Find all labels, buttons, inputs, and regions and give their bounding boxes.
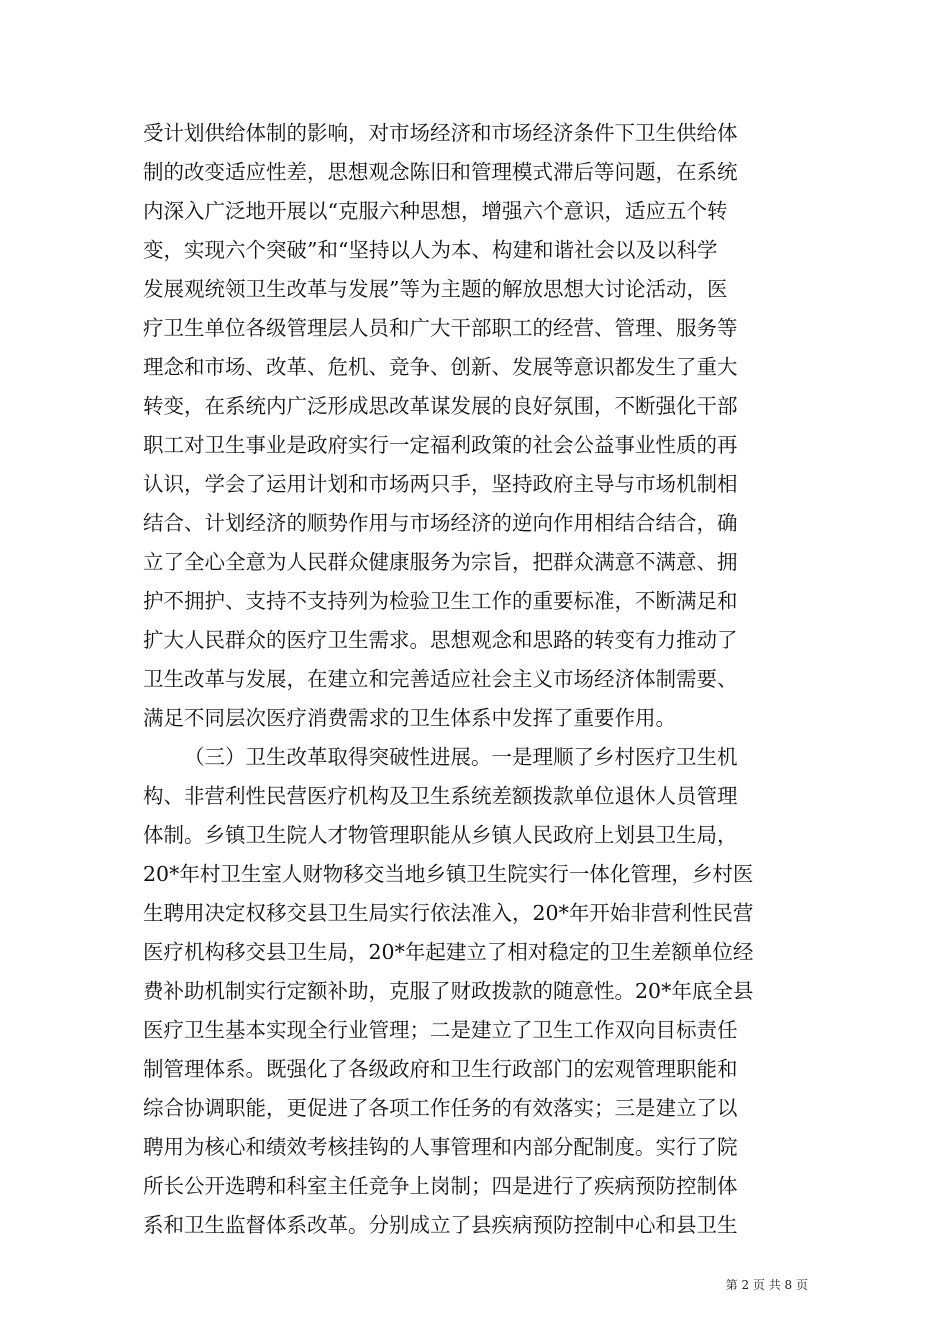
text-line: 系和卫生监督体系改革。分别成立了县疾病预防控制中心和县卫生 (143, 1213, 738, 1237)
text-line: 制的改变适应性差，思想观念陈旧和管理模式滞后等问题，在系统 (143, 160, 738, 184)
text-line: 满足不同层次医疗消费需求的卫生体系中发挥了重要作用。 (143, 706, 676, 730)
text-line: 护不拥护、支持不支持列为检验卫生工作的重要标准，不断满足和 (143, 589, 738, 613)
text-line: 职工对卫生事业是政府实行一定福利政策的社会公益事业性质的再 (143, 433, 738, 457)
body-text (143, 114, 809, 1245)
text-line: 认识，学会了运用计划和市场两只手，坚持政府主导与市场机制相 (143, 472, 738, 496)
text-line: 体制。乡镇卫生院人才物管理职能从乡镇人民政府上划县卫生局， (143, 823, 738, 847)
text-line: 医疗机构移交县卫生局，20*年起建立了相对稳定的卫生差额单位经 (143, 940, 754, 964)
text-line: 卫生改革与发展，在建立和完善适应社会主义市场经济体制需要、 (143, 667, 738, 691)
page-number: 第 2 页 共 8 页 (725, 1278, 808, 1292)
text-line: 理念和市场、改革、危机、竞争、创新、发展等意识都发生了重大 (143, 355, 738, 379)
text-line: 制管理体系。既强化了各级政府和卫生行政部门的宏观管理职能和 (143, 1057, 738, 1081)
text-line: 费补助机制实行定额补助，克服了财政拨款的随意性。20*年底全县 (143, 979, 754, 1003)
text-line: 结合、计划经济的顺势作用与市场经济的逆向作用相结合结合，确 (143, 511, 738, 535)
text-line: 转变，在系统内广泛形成思改革谋发展的良好氛围，不断强化干部 (143, 394, 738, 418)
text-line: 医疗卫生基本实现全行业管理；二是建立了卫生工作双向目标责任 (143, 1018, 738, 1042)
text-line: 聘用为核心和绩效考核挂钩的人事管理和内部分配制度。实行了院 (143, 1135, 738, 1159)
text-line: 内深入广泛地开展以“克服六种思想，增强六个意识，适应五个转 (143, 199, 728, 223)
text-line: 发展观统领卫生改革与发展”等为主题的解放思想大讨论活动，医 (143, 277, 728, 301)
text-line: 20*年村卫生室人财物移交当地乡镇卫生院实行一体化管理，乡村医 (143, 862, 754, 886)
paragraph-start-line: （三）卫生改革取得突破性进展。一是理顺了乡村医疗卫生机 (184, 745, 738, 769)
text-line: 综合协调职能，更促进了各项工作任务的有效落实；三是建立了以 (143, 1096, 738, 1120)
text-line: 生聘用决定权移交县卫生局实行依法准入，20*年开始非营利性民营 (143, 901, 754, 925)
text-line: 所长公开选聘和科室主任竞争上岗制；四是进行了疾病预防控制体 (143, 1174, 738, 1198)
text-line: 构、非营利性民营医疗机构及卫生系统差额拨款单位退休人员管理 (143, 784, 738, 808)
text-line: 立了全心全意为人民群众健康服务为宗旨，把群众满意不满意、拥 (143, 550, 738, 574)
text-line: 扩大人民群众的医疗卫生需求。思想观念和思路的转变有力推动了 (143, 628, 738, 652)
text-line: 受计划供给体制的影响，对市场经济和市场经济条件下卫生供给体 (143, 121, 738, 145)
text-line: 疗卫生单位各级管理层人员和广大干部职工的经营、管理、服务等 (143, 316, 738, 340)
text-line: 变，实现六个突破”和“坚持以人为本、构建和谐社会以及以科学 (143, 238, 718, 262)
